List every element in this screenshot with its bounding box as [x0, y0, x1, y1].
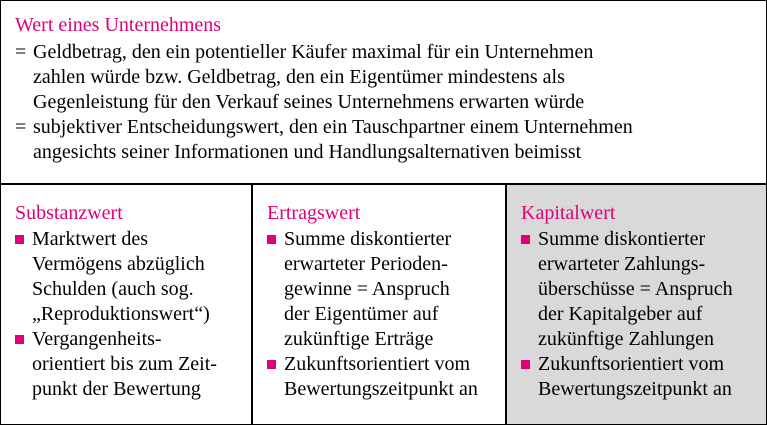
column-ertragswert	[253, 185, 507, 424]
definition-item	[15, 40, 766, 115]
equals-mark: =	[15, 41, 27, 63]
square-bullet-icon	[267, 360, 276, 369]
definition-heading: Wert eines Unternehmens	[15, 14, 222, 36]
column-title: Ertragswert	[267, 202, 361, 224]
bullet-text: Vergangenheits- orientiert bis zum Zeit- punkt der Bewertung	[32, 328, 217, 400]
equals-mark: =	[15, 116, 27, 138]
bullet-item	[267, 227, 505, 352]
definition-text: subjektiver Entscheidungswert, den ein Tauschpartner einem Unternehmen angesichts seiner Informationen und Handlungsalternativen beimisst	[33, 116, 633, 163]
column-title: Substanzwert	[15, 202, 123, 224]
square-bullet-icon	[521, 235, 530, 244]
bullet-item	[267, 352, 505, 402]
bullet-text: Zukunftsorientiert vom Bewertungszeitpunkt an	[538, 353, 732, 400]
column-title: Kapitalwert	[521, 202, 616, 224]
bullet-item	[15, 227, 251, 327]
valuation-methods	[1, 185, 766, 424]
column-substanzwert	[1, 185, 253, 424]
bullet-text: Marktwert des Vermögens abzüglich Schulden (auch sog. „Reproduktionswert“)	[32, 228, 210, 325]
bullet-item	[15, 327, 251, 402]
bullet-item	[521, 227, 766, 352]
bullet-item	[521, 352, 766, 402]
definition-section	[1, 1, 766, 185]
square-bullet-icon	[15, 235, 24, 244]
definition-text: Geldbetrag, den ein potentieller Käufer maximal für ein Unternehmen zahlen würde bzw. Geldbetrag, den ein Eigentümer mindestens als Gegenleistung für den Verkauf seines Unternehmens erwarten würde	[33, 41, 594, 113]
square-bullet-icon	[521, 360, 530, 369]
square-bullet-icon	[267, 235, 276, 244]
bullet-text: Zukunftsorientiert vom Bewertungszeitpunkt an	[284, 353, 478, 400]
square-bullet-icon	[15, 335, 24, 344]
column-kapitalwert	[507, 185, 766, 424]
definition-item	[15, 115, 766, 165]
bullet-text: Summe diskontierter erwarteter Perioden- gewinne = Anspruch der Eigentümer auf zukünftige Erträge	[284, 228, 452, 350]
bullet-text: Summe diskontierter erwarteter Zahlungs- überschüsse = Anspruch der Kapitalgeber auf zukünftige Zahlungen	[538, 228, 733, 350]
